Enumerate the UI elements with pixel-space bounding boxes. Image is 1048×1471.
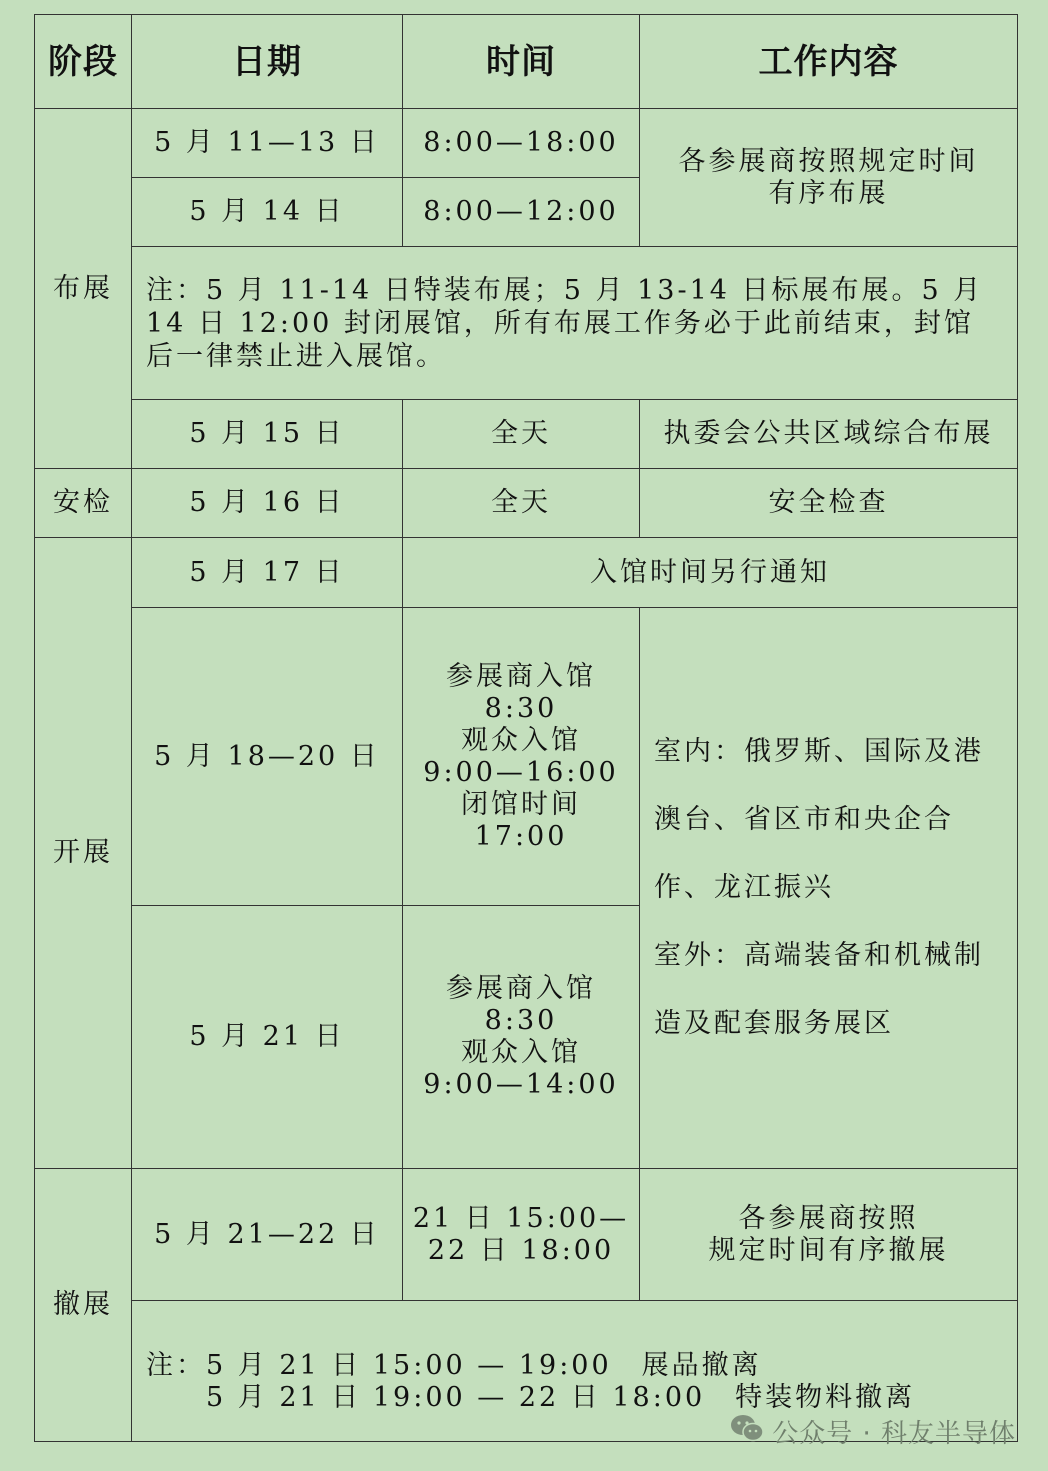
table-row [35,109,1018,178]
inspection-content: 安全检查 [640,469,1018,538]
stage-exhibition: 开展 [35,538,132,1169]
wechat-icon [730,1413,764,1450]
table-row [35,469,1018,538]
table-row [35,538,1018,608]
watermark-text: 公众号 · 科友半导体 [772,1419,1016,1449]
exhibition-time-3: 参展商入馆 8:30 观众入馆 9:00—14:00 [403,906,640,1169]
exhibition-time-2: 参展商入馆 8:30 观众入馆 9:00—16:00 闭馆时间 17:00 [403,608,640,906]
setup-content-3: 执委会公共区域综合布展 [640,400,1018,469]
setup-time-3: 全天 [403,400,640,469]
setup-date-2: 5 月 14 日 [132,178,403,247]
header-time: 时间 [403,15,640,109]
inspection-time: 全天 [403,469,640,538]
setup-date-3: 5 月 15 日 [132,400,403,469]
exhibition-areas: 室内：俄罗斯、国际及港澳台、省区市和央企合作、龙江振兴 室外：高端装备和机械制造及配套服务展区 [640,608,1018,1169]
header-stage: 阶段 [35,15,132,109]
header-date: 日期 [132,15,403,109]
exhibition-date-2: 5 月 18—20 日 [132,608,403,906]
table-row [35,400,1018,469]
teardown-time: 21 日 15:00— 22 日 18:00 [403,1169,640,1301]
stage-setup: 布展 [35,109,132,469]
table-row [35,247,1018,400]
exhibition-info-1: 入馆时间另行通知 [403,538,1018,608]
teardown-note: 注：5 月 21 日 15:00 — 19:00 展品撤离 5 月 21 日 19:00 — 22 日 18:00 特装物料撤离 [132,1301,1018,1442]
setup-time-2: 8:00—12:00 [403,178,640,247]
table-row [35,608,1018,906]
setup-time-1: 8:00—18:00 [403,109,640,178]
stage-inspection: 安检 [35,469,132,538]
table-row [35,1169,1018,1301]
teardown-date: 5 月 21—22 日 [132,1169,403,1301]
inspection-date: 5 月 16 日 [132,469,403,538]
setup-note: 注：5 月 11-14 日特装布展；5 月 13-14 日标展布展。5 月 14 日 12:00 封闭展馆，所有布展工作务必于此前结束，封馆后一律禁止进入展馆。 [132,247,1018,400]
schedule-table [34,14,1018,1442]
teardown-content: 各参展商按照 规定时间有序撤展 [640,1169,1018,1301]
setup-date-1: 5 月 11—13 日 [132,109,403,178]
exhibition-date-3: 5 月 21 日 [132,906,403,1169]
header-content: 工作内容 [640,15,1018,109]
stage-teardown: 撤展 [35,1169,132,1442]
exhibition-date-1: 5 月 17 日 [132,538,403,608]
setup-content: 各参展商按照规定时间 有序布展 [640,109,1018,247]
header-row [35,15,1018,109]
watermark [730,1413,1016,1450]
